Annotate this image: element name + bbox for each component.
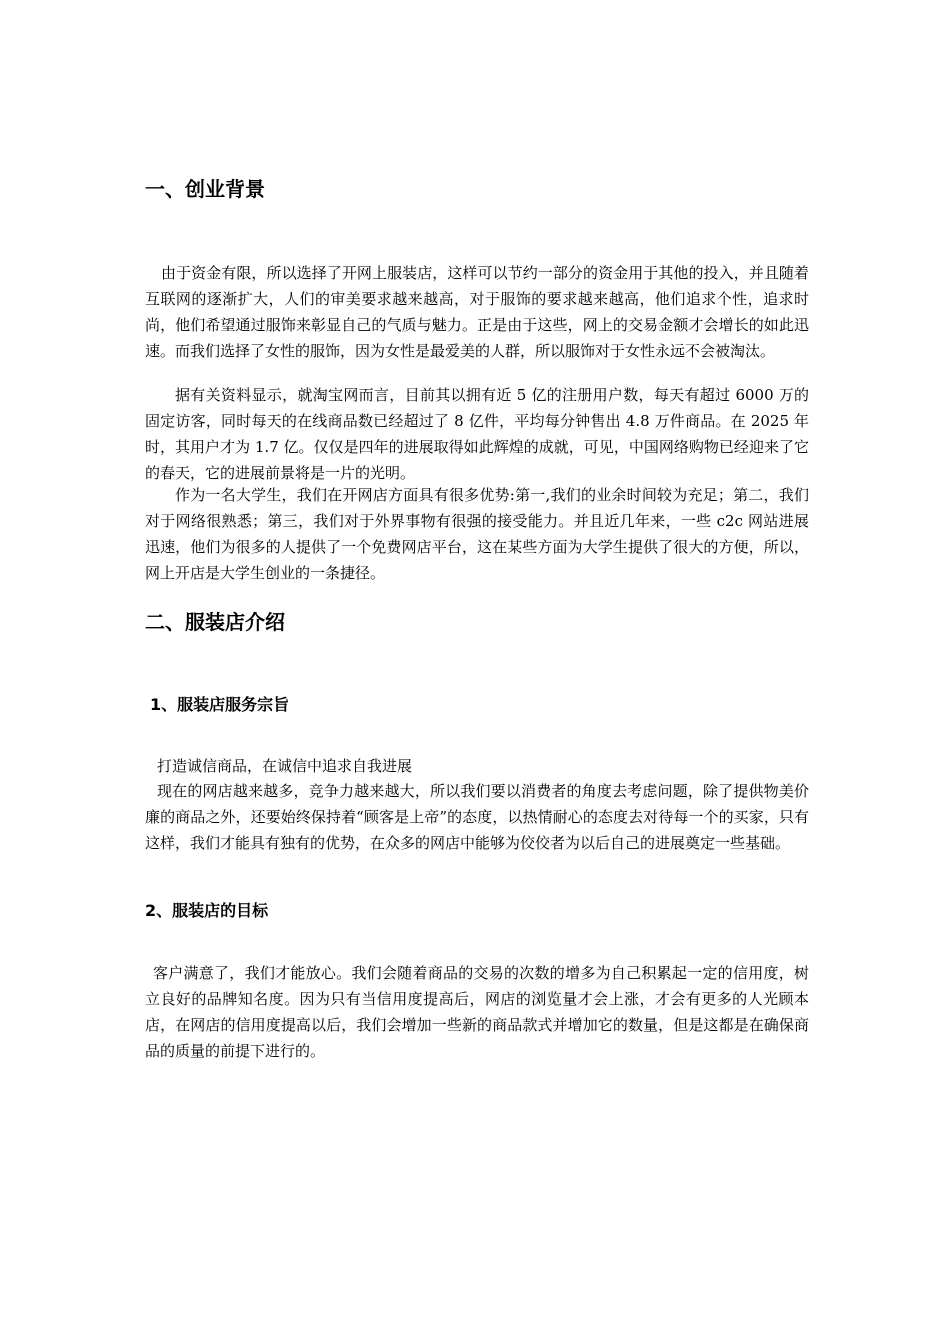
paragraph-background-funding: 由于资金有限，所以选择了开网上服装店，这样可以节约一部分的资金用于其他的投入，并且随着互联网的逐渐扩大，人们的审美要求越来越高，对于服饰的要求越来越高，他们追求个性，追求时尚，他们希望通过服饰来彰显自己的气质与魅力。正是由于这些，网上的交易金额才会增长的如此迅速。而我们选择了女性的服饰，因为女性是最爱美的人群，所以服饰对于女性永远不会被淘汰。: [145, 264, 809, 360]
paragraph-service-slogan: 打造诚信商品，在诚信中追求自我进展: [157, 757, 413, 775]
paragraph-background-taobao: 据有关资料显示，就淘宝网而言，目前其以拥有近 5 亿的注册用户数，每天有超过 6000 万的固定访客，同时每天的在线商品数已经超过了 8 亿件，平均每分钟售出 4.8 万件商品。在 2025 年时，其用户才为 1.7 亿。仅仅是四年的进展取得如此辉煌的成就，可见，中国网络购物已经迎来了它的春天，它的进展前景将是一片的光明。: [145, 386, 809, 482]
paragraph-background-student-advantages: 作为一名大学生，我们在开网店方面具有很多优势:第一,我们的业余时间较为充足；第二，我们对于网络很熟悉；第三，我们对于外界事物有很强的接受能力。并且近几年来，一些 c2c 网站进展迅速，他们为很多的人提供了一个免费网店平台，这在某些方面为大学生提供了很大的方便，所以，网上开店是大学生创业的一条捷径。: [145, 486, 809, 582]
section-heading-store-intro: 二、服装店介绍: [145, 610, 285, 634]
section-heading-background: 一、创业背景: [145, 177, 265, 201]
subheading-service-purpose: 1、服装店服务宗旨: [150, 695, 290, 714]
subheading-store-goals: 2、服装店的目标: [145, 901, 269, 920]
paragraph-service-details: 现在的网店越来越多，竞争力越来越大，所以我们要以消费者的角度去考虑问题，除了提供物美价廉的商品之外，还要始终保持着“顾客是上帝”的态度，以热情耐心的态度去对待每一个的买家，只有这样，我们才能具有独有的优势，在众多的网店中能够为佼佼者为以后自己的进展奠定一些基础。: [145, 782, 809, 852]
paragraph-store-goals: 客户满意了，我们才能放心。我们会随着商品的交易的次数的增多为自己积累起一定的信用度，树立良好的品牌知名度。因为只有当信用度提高后，网店的浏览量才会上涨，才会有更多的人光顾本店，在网店的信用度提高以后，我们会增加一些新的商品款式并增加它的数量，但是这都是在确保商品的质量的前提下进行的。: [145, 964, 809, 1060]
